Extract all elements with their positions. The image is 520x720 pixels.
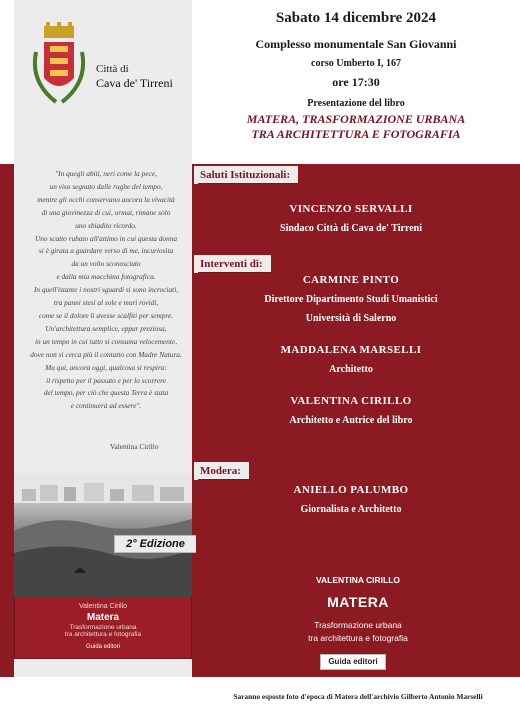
- event-venue: Complesso monumentale San Giovanni: [255, 37, 457, 51]
- quote-line: Uno scatto rubato all'attimo in cui questa donna: [34, 233, 178, 243]
- quote-line: come se il dolore li avesse scalfiti per sempre.: [38, 310, 174, 320]
- quote-line: In quell'istante i nostri sguardi si sono incrociati,: [33, 285, 179, 295]
- quote-line: mentre gli occhi conservano ancora la vivacità: [37, 194, 175, 204]
- quote-line: Un'architettura semplice, eppur preziosa,: [45, 323, 167, 333]
- speaker-cirillo: [196, 395, 506, 426]
- event-time: ore 17:30: [332, 75, 380, 89]
- cover-author: Valentina Cirillo: [78, 603, 128, 610]
- quote-line: tra panni stesi al sole e muri rovidi,: [53, 298, 159, 308]
- quote-line: uno sbiadito ricordo.: [75, 220, 137, 230]
- promo-title: MATERA: [327, 594, 389, 610]
- edition-badge: 2° Edizione: [114, 535, 196, 553]
- cover-subtitle-2: tra architettura e fotografia: [64, 631, 142, 638]
- quote-line: si è girata a guardare verso di me, incuriosita: [38, 246, 174, 256]
- footer-note: Saranno esposte foto d'epoca di Matera dell'archivio Gilberto Antonio Marselli: [233, 692, 483, 701]
- city-name: Cava de' Tirreni: [96, 76, 173, 90]
- cover-publisher: Guida editori: [85, 644, 121, 650]
- speaker-role: Sindaco Città di Cava de' Tirreni: [280, 223, 422, 234]
- speaker-name: VALENTINA CIRILLO: [290, 395, 412, 407]
- speaker-role-2: Università di Salerno: [305, 313, 397, 324]
- speaker-marselli: [196, 344, 506, 375]
- quote-line: e dalla mia macchina fotografica.: [56, 272, 156, 282]
- speaker-servalli: [196, 203, 506, 234]
- speaker-role: Giornalista e Architetto: [300, 504, 402, 515]
- quote-line: da un volto sconosciuto: [71, 259, 141, 269]
- city-crest-icon: [28, 22, 90, 118]
- publisher-logo: Guida editori: [320, 654, 386, 670]
- event-header: [196, 8, 516, 142]
- promo-subtitle-2: tra architettura e fotografia: [308, 633, 408, 643]
- book-title-line-1: MATERA, TRASFORMAZIONE URBANA: [246, 112, 466, 126]
- speaker-palumbo: [196, 484, 506, 515]
- quote-line: e continuerà ad essere".: [70, 401, 142, 411]
- presentation-label: Presentazione del libro: [307, 98, 405, 109]
- quote-line: un viso segnato dalle rughe del tempo,: [49, 181, 163, 191]
- city-title: Città di: [96, 63, 129, 75]
- speaker-role: Direttore Dipartimento Studi Umanistici: [264, 294, 438, 305]
- promo-subtitle-1: Trasformazione urbana: [314, 620, 402, 630]
- quote-author: Valentina Cirillo: [110, 442, 159, 451]
- section-label-greetings: Saluti Istituzionali:: [194, 166, 298, 184]
- speaker-name: MADDALENA MARSELLI: [280, 344, 422, 356]
- cover-title: Matera: [86, 612, 120, 623]
- speaker-name: VINCENZO SERVALLI: [289, 203, 413, 215]
- quote-line: di una giovinezza di cui, ormai, rimane solo: [41, 207, 171, 217]
- section-label-moderator: Modera:: [194, 462, 249, 480]
- quote-line: del tempo, per ciò che questa Terra è stata: [43, 388, 169, 398]
- section-label-interventions: Interventi di:: [194, 255, 271, 273]
- event-date: Sabato 14 dicembre 2024: [275, 10, 437, 26]
- quote-line: in un tempo in cui tutto si consuma velocemente,: [34, 336, 178, 346]
- quote-line: dove non si cerca più il contatto con Madre Natura.: [30, 349, 182, 359]
- promo-author: VALENTINA CIRILLO: [315, 575, 401, 585]
- quote-line: il rispetto per il passato e per lo scorrere: [46, 375, 166, 385]
- quote-line: Ma qui, ancora oggi, qualcosa si respira:: [45, 362, 167, 372]
- cover-subtitle-1: Trasformazione urbana: [69, 624, 137, 631]
- speaker-role: Architetto e Autrice del libro: [289, 415, 413, 426]
- book-title-line-2: TRA ARCHITETTURA E FOTOGRAFIA: [251, 127, 461, 141]
- quote-line: "In quegli abiti, neri come la pece,: [55, 169, 157, 178]
- event-address: corso Umberto I, 167: [311, 58, 401, 69]
- speaker-role: Architetto: [329, 364, 373, 375]
- speaker-name: CARMINE PINTO: [302, 274, 400, 286]
- speaker-name: ANIELLO PALUMBO: [293, 484, 409, 496]
- speaker-pinto: [196, 274, 506, 324]
- city-name-block: [96, 62, 173, 90]
- quote-text: [26, 168, 186, 413]
